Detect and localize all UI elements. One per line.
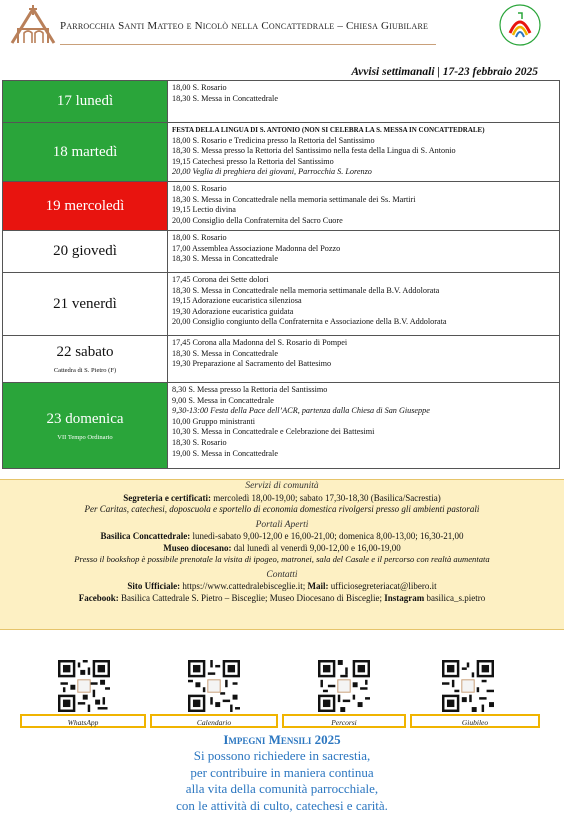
day-label-cell [3,231,168,273]
basilica-hours-line [0,531,564,543]
event-item: 9,00 S. Messa in Concattedrale [172,395,274,405]
tours-qr-code[interactable] [318,660,370,712]
event-item: 18,30 S. Rosario [172,437,227,447]
event-item: 17,45 Corona alla Madonna del S. Rosario di Pompei [172,338,348,347]
secretariat-label: Segreteria e certificati: [123,492,212,503]
day-row-thursday [3,231,560,273]
whatsapp-link-label[interactable]: WhatsApp [20,714,146,728]
day-row-friday [3,273,560,336]
church-logo-icon [8,3,58,47]
mail-address[interactable]: ufficiosegreteriacat@libero.it [328,581,437,591]
monthly-title: Impegni Mensili 2025 [223,732,341,747]
event-item: 19,15 Adorazione eucaristica silenziosa [172,296,302,306]
caritas-line: Per Caritas, catechesi, doposcuola e sportello di economia domestica rivolgersi presso gli ambienti pastorali [84,504,480,514]
day-events [168,182,560,231]
day-label-cell [3,273,168,336]
event-item: 8,30 S. Messa presso la Rettoria del Santissimo [172,385,328,394]
event-item: 20,00 Veglia di preghiera dei giovani, Parrocchia S. Lorenzo [172,167,372,177]
jubilee-logo-icon [498,3,542,47]
day-name: 18 martedì [52,143,118,160]
day-events [168,336,560,383]
museum-hours: dal lunedì al venerdì 9,00-12,00 e 16,00-19,00 [231,542,401,553]
secretariat-line [0,493,564,505]
services-box [0,479,564,630]
monthly-line: alla vita della comunità parrocchiale, [185,781,379,796]
day-label-cell [3,182,168,231]
header-divider [60,44,436,45]
facebook-pages[interactable]: Basilica Cattedrale S. Pietro – Bisceglie; Museo Diocesano di Bisceglie; [118,592,385,603]
event-item: 18,00 S. Rosario [172,83,227,92]
event-item: 10,30 S. Messa in Concattedrale e Celebrazione dei Battesimi [172,427,375,437]
instagram-label: Instagram [384,592,425,603]
day-label-cell [3,383,168,469]
event-item: 19,30 Adorazione eucaristica guidata [172,306,294,316]
day-row-saturday [3,336,560,383]
header [0,0,564,60]
monthly-line: per contribuire in maniera continua [190,764,374,780]
monthly-line: con le attività di culto, catechesi e carità. [176,797,388,813]
day-row-monday [3,81,560,123]
day-name: 22 sabato [56,344,114,360]
day-events [168,273,560,336]
day-row-wednesday [3,182,560,231]
event-item: 10,00 Gruppo ministranti [172,416,256,426]
day-name: 20 giovedì [53,243,117,259]
day-name: 17 lunedì [56,93,114,109]
monthly-commitments [0,732,564,814]
mail-label: Mail: [307,581,329,591]
weekly-notices-title: Avvisi settimanali | 17-23 febbraio 2025 [351,66,538,78]
monthly-line: Si possono richiedere in sacrestia, [193,748,371,763]
liturgical-note: Cattedra di S. Pietro (F) [53,367,117,374]
instagram-handle[interactable]: basilica_s.pietro [424,592,486,603]
day-label-cell [3,123,168,182]
day-name: 21 venerdì [53,295,117,312]
open-portals-title: Portali Aperti [255,519,309,530]
social-line [0,593,564,605]
event-item: 18,30 S. Messa in Concattedrale nella memoria settimanale della B.V. Addolorata [172,285,440,295]
day-events [168,231,560,273]
tours-link-label[interactable]: Percorsi [282,714,406,728]
liturgical-note: VII Tempo Ordinario [57,433,113,441]
day-name: 19 mercoledì [45,197,125,214]
bookshop-line: Presso il bookshop è possibile prenotale la visita di ipogeo, matronei, sala del Casale e il percorso con realtà aumentata [74,554,490,564]
event-item: 18,30 S. Messa in Concattedrale [172,93,278,103]
parish-title: Parrocchia Santi Matteo e Nicolò nella Concattedrale – Chiesa Giubilare [60,20,429,32]
day-events [168,383,560,469]
day-name: 23 domenica [46,410,124,427]
event-item: 19,00 S. Messa in Concattedrale [172,448,278,458]
event-item: 18,30 S. Messa in Concattedrale [172,348,278,358]
event-item: 17,00 Assemblea Associazione Madonna del Pozzo [172,243,341,253]
community-services-title: Servizi di comunità [245,481,319,491]
museum-hours-line [0,543,564,555]
facebook-label: Facebook: [78,592,119,603]
basilica-label: Basilica Concattedrale: [100,531,191,541]
day-row-sunday [3,383,560,469]
day-label-cell [3,81,168,123]
event-item: 20,00 Consiglio congiunto della Confraternita e Associazione della B.V. Addolorata [172,317,447,327]
event-item: 19,30 Preparazione al Sacramento del Battesimo [172,359,332,369]
day-events [168,81,560,123]
event-item: 18,00 S. Rosario [172,233,227,242]
museum-label: Museo diocesano: [163,542,232,553]
calendar-qr-code[interactable] [188,660,240,712]
event-item: 18,30 S. Messa in Concattedrale [172,254,278,264]
jubilee-qr-code[interactable] [442,660,494,712]
jubilee-link-label[interactable]: Giubileo [410,714,540,728]
event-item: 17,45 Corona dei Sette dolori [172,275,269,284]
event-item: 18,00 S. Rosario [172,184,227,193]
event-item: 19,15 Lectio divina [172,205,236,215]
day-label-cell [3,336,168,383]
event-item: 18,30 S. Messa in Concattedrale nella memoria settimanale dei Ss. Martiri [172,194,416,204]
event-item: 20,00 Consiglio della Confraternita del Sacro Cuore [172,215,343,225]
day-events [168,123,560,182]
secretariat-hours: mercoledì 18,00-19,00; sabato 17,30-18,30 (Basilica/Sacrestia) [211,492,441,503]
calendar-link-label[interactable]: Calendario [150,714,278,728]
site-label: Sito Ufficiale: [127,581,181,591]
site-mail-line [0,581,564,593]
day-row-tuesday [3,123,560,182]
event-heading: FESTA DELLA LINGUA DI S. ANTONIO (NON SI CELEBRA LA S. MESSA IN CONCATTEDRALE) [172,126,485,134]
contacts-title: Contatti [266,569,298,580]
event-item: 9,30-13:00 Festa della Pace dell’ACR, partenza dalla Chiesa di San Giuseppe [172,406,430,416]
basilica-hours: lunedì-sabato 9,00-12,00 e 16,00-21,00; domenica 8,00-13,00; 16,30-21,00 [190,531,464,541]
whatsapp-qr-code[interactable] [58,660,110,712]
site-url[interactable]: https://www.cattedralebisceglie.it; [180,581,308,591]
weekly-schedule-table [2,80,560,469]
event-item: 19,15 Catechesi presso la Rettoria del Santissimo [172,156,334,166]
event-item: 18,00 S. Rosario e Tredicina presso la Rettoria del Santissimo [172,135,375,145]
event-item: 18,30 S. Messa presso la Rettoria del Santissimo nella festa della Lingua di S. Antonio [172,146,456,156]
